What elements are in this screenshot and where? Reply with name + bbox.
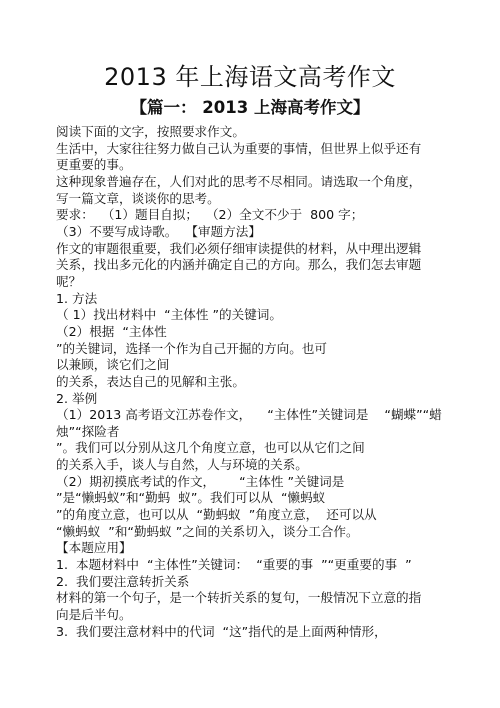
text-line: 作文的审题很重要，我们必须仔细审读提供的材料，从中理出逻辑 [56, 240, 422, 256]
text-line: ”是“懒蚂蚁”和“勤蚂 蚁”。我们可以从 “懒蚂蚁 [56, 490, 326, 506]
text-line: 呢？ [56, 273, 82, 289]
text-line: （2）期初摸底考试的作文， “主体性 ”关键词是 [56, 473, 345, 489]
text-line: 更重要的事。 [56, 157, 132, 173]
text-line: 【本题应用】 [56, 540, 132, 556]
text-line: （3）不要写成诗歌。 【审题方法】 [56, 223, 261, 239]
text-line: 生活中，大家往往努力做自己认为重要的事情，但世界上似乎还有 [56, 140, 422, 156]
text-line: 材料的第一个句子，是一个转折关系的复句，一般情况下立意的指 [56, 590, 422, 606]
document-title: 2013 年上海语文高考作文 [104, 63, 396, 91]
text-line: ”的角度立意，也可以从 “勤蚂蚁 ”角度立意， 还可以从 [56, 507, 377, 523]
text-line: （ 1）找出材料中 “主体性 ”的关键词。 [56, 307, 282, 323]
text-line: 1. 本题材料中 “主体性”关键词： “重要的事 ”“更重要的事 ” [56, 557, 412, 573]
text-line: “懒蚂蚁 ”和“勤蚂蚁 ”之间的关系切入，谈分工合作。 [56, 523, 359, 539]
text-line: 这种现象普遍存在，人们对此的思考不尽相同。请选取一个角度， [56, 173, 422, 189]
document-body [56, 124, 456, 640]
text-line: 2. 举例 [56, 390, 98, 406]
text-line: 的关系入手，谈人与自然，人与环境的关系。 [56, 457, 308, 473]
document-subtitle: 【篇一： 2013 上海高考作文】 [130, 98, 370, 117]
text-line: 烛”“探险者 [56, 423, 120, 439]
text-line: 以兼顾，谈它们之间 [56, 357, 170, 373]
text-line: 1. 方法 [56, 290, 98, 306]
text-line: 向是后半句。 [56, 607, 132, 623]
text-line: 阅读下面的文字，按照要求作文。 [56, 124, 245, 139]
text-line: 写一篇文章，谈谈你的思考。 [56, 190, 220, 206]
text-line: ”的关键词，选择一个作为自己开掘的方向。也可 [56, 340, 327, 356]
text-line: 关系，找出多元化的内涵并确定自己的方向。那么，我们怎去审题 [56, 257, 422, 273]
text-line: （2）根据 “主体性 [56, 323, 167, 339]
text-line: 2. 我们要注意转折关系 [56, 573, 190, 589]
text-line: 3. 我们要注意材料中的代词 “这”指代的是上面两种情形， [56, 623, 387, 639]
text-line: 的关系，表达自己的见解和主张。 [56, 373, 245, 389]
text-line: ”。我们可以分别从这几个角度立意，也可以从它们之间 [56, 440, 365, 456]
text-line: （1）2013 高考语文江苏卷作文， “主体性”关键词是 “蝴蝶”“蜡 [56, 407, 442, 423]
text-line: 要求： （1）题目自拟； （2）全文不少于 800 字； [56, 207, 364, 223]
